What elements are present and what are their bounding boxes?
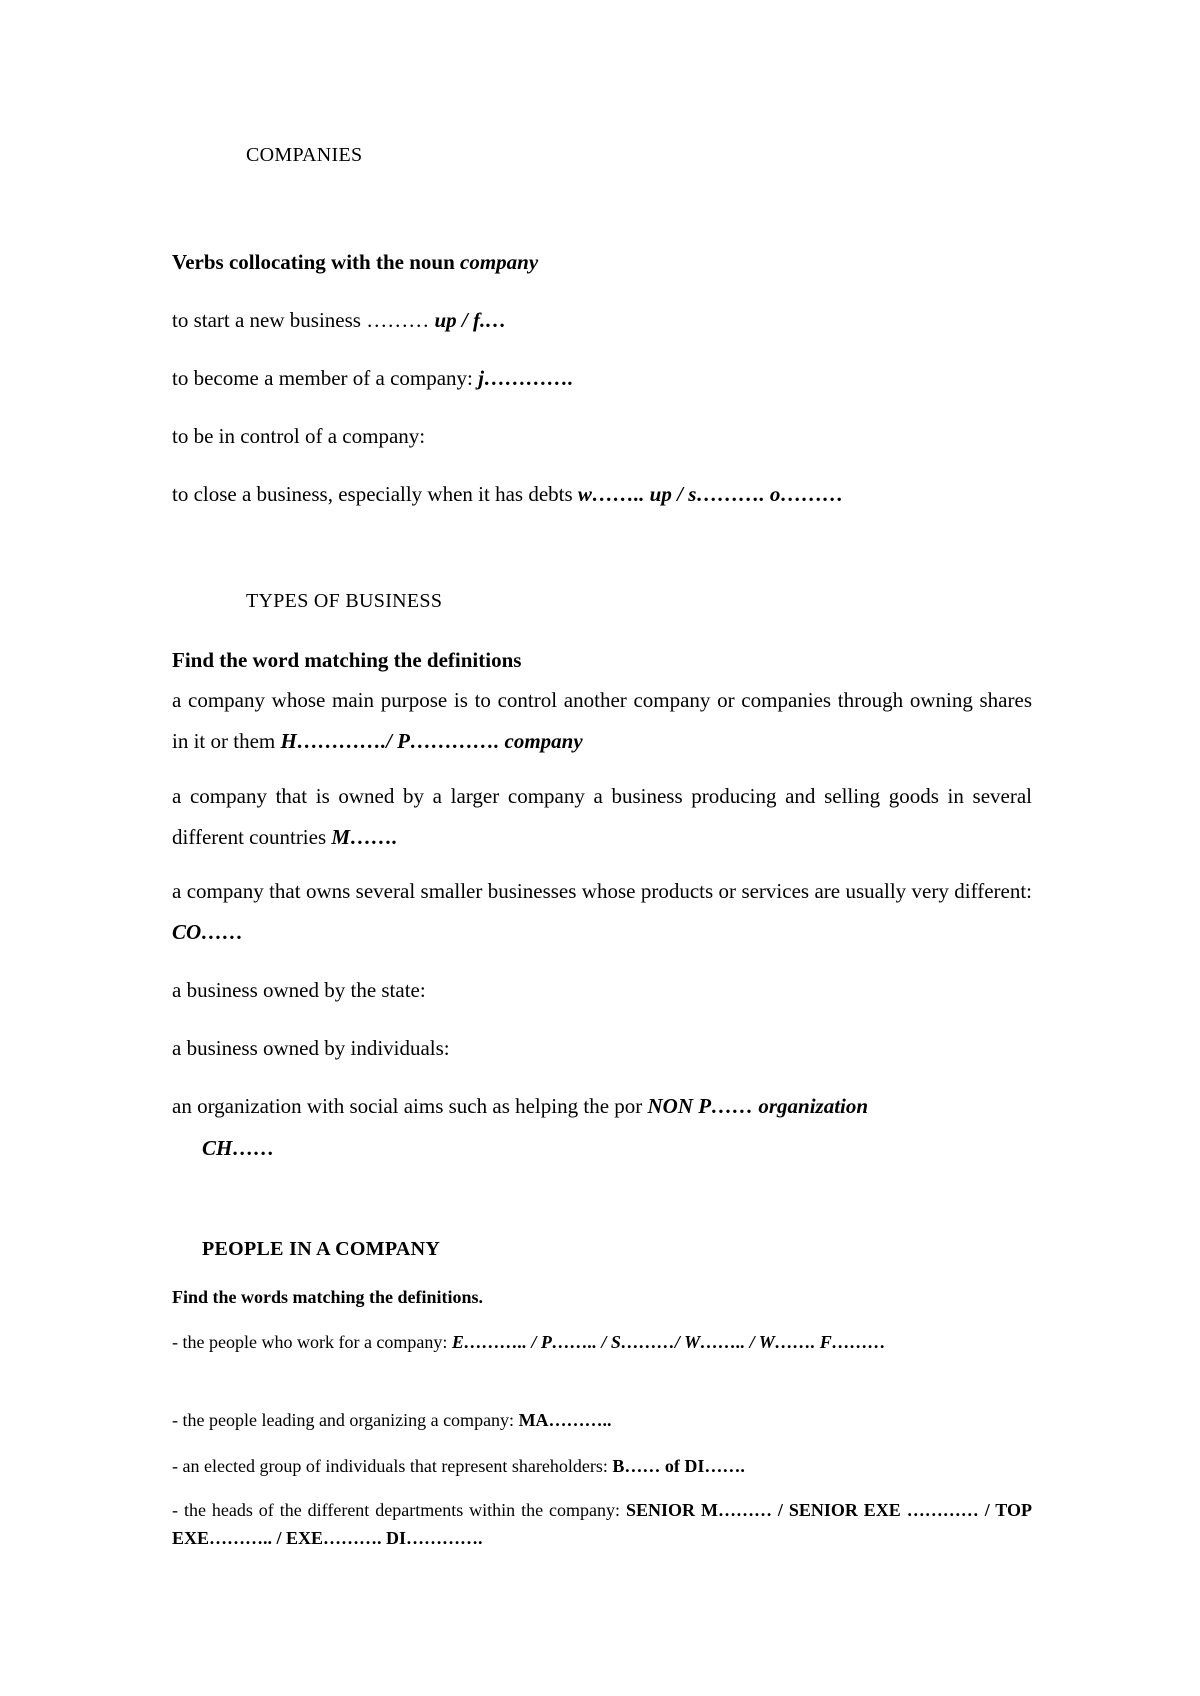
definition-item [172, 871, 1032, 953]
item-answer-blank-continued: CH…… [202, 1136, 275, 1160]
section2-subheading: Find the word matching the definitions [172, 648, 522, 672]
collocation-item [172, 424, 425, 449]
subheading-text: Verbs collocating with the noun [172, 250, 461, 274]
item-text: to become a member of a company: [172, 366, 479, 390]
item-text: to be in control of a company: [172, 424, 426, 448]
item-answer-blank: B…… of DI……. [612, 1456, 745, 1476]
item-text: to start a new business ……… [172, 308, 435, 332]
item-answer-blank: MA……….. [518, 1410, 612, 1430]
people-item [172, 1328, 1032, 1356]
item-answer-blank: H…………./ P…………. company [280, 729, 583, 753]
people-item [172, 1406, 612, 1434]
item-text: - the heads of the different departments within the company: [172, 1500, 626, 1520]
item-answer-blank: CO…… [172, 920, 244, 944]
item-answer-blank: up / f.… [434, 308, 507, 332]
subheading-emphasis: company [460, 250, 539, 274]
definition-item [172, 1094, 868, 1119]
section-title-companies: COMPANIES [246, 144, 363, 166]
definition-item [172, 1036, 450, 1061]
people-item [172, 1496, 1032, 1552]
collocation-item [172, 366, 573, 391]
item-answer-blank: M……. [331, 825, 398, 849]
definition-item [172, 680, 1032, 762]
item-text: an organization with social aims such as helping the por [172, 1094, 648, 1118]
collocation-item [172, 482, 843, 507]
collocation-item [172, 308, 506, 333]
definition-item [172, 978, 426, 1003]
item-text: a company that owns several smaller businesses whose products or services are usually very different: [172, 879, 1032, 903]
item-text: a company that is owned by a larger company a business producing and selling goods in several different countries [172, 784, 1032, 849]
item-answer-blank: w…….. up / s………. o……… [577, 482, 844, 506]
item-answer-blank: NON P…… organization [647, 1094, 869, 1118]
item-text: - the people who work for a company: [172, 1332, 452, 1352]
item-text: - an elected group of individuals that represent shareholders: [172, 1456, 613, 1476]
item-answer-blank: j…………. [478, 366, 574, 390]
section-title-types-of-business: TYPES OF BUSINESS [246, 590, 443, 612]
item-answer-blank: SENIOR M……… / SENIOR EXE ………… / TOP EXE……….. / EXE………. DI…………. [172, 1500, 1032, 1548]
item-text: a business owned by individuals: [172, 1036, 450, 1060]
item-text: a business owned by the state: [172, 978, 426, 1002]
item-text: - the people leading and organizing a company: [172, 1410, 519, 1430]
section-title-people-in-a-company: PEOPLE IN A COMPANY [202, 1238, 441, 1260]
item-answer-blank: E……….. / P…….. / S………/ W…….. / W……. F……… [451, 1332, 886, 1352]
people-item [172, 1452, 745, 1480]
definition-item [172, 776, 1032, 858]
section3-subheading: Find the words matching the definitions. [172, 1287, 484, 1307]
item-text: to close a business, especially when it has debts [172, 482, 578, 506]
item-text: a company whose main purpose is to control another company or companies through owning shares in it or them [172, 688, 1032, 753]
section1-subheading [172, 250, 538, 275]
